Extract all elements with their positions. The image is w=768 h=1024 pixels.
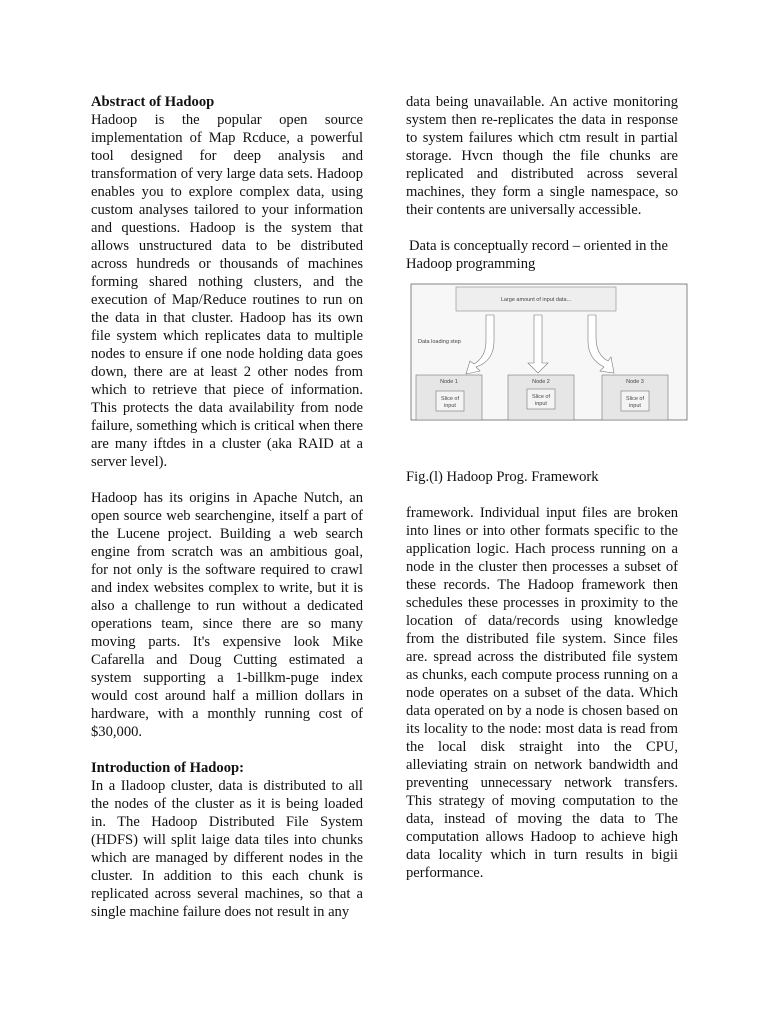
framework-paragraph: framework. Individual input files are broken into lines or into other formats specific to the application logic. Hach process running on a node in the cluster then processes a subset of these records. The Hadoop framework then schedules these processes in proximity to the location of data/records using knowledge from the distributed file system. Since files are. spread across the distributed file system as chunks, each compute process running on a node operates on a subset of the data. Which data operated on by a node is chosen based on its locality to the node: most data is read from the local disk straight into the CPU, alleviating strain on network bandwidth and preventing unnecessary network transfers. This strategy of moving computation to the data, instead of moving the data to The computation allows Hadoop to achieve high data locality which in turn results in bigii performance. xyxy=(406,505,678,881)
svg-text:Slice of: Slice of xyxy=(625,396,645,402)
abstract-section xyxy=(91,93,363,471)
svg-text:Slice of: Slice of xyxy=(531,394,551,400)
data-loading-step-label: Data loading step xyxy=(418,339,461,345)
node-2 xyxy=(508,375,574,420)
node-1 xyxy=(416,375,482,420)
hadoop-framework-figure xyxy=(408,281,690,423)
svg-text:Node 1: Node 1 xyxy=(440,379,458,385)
input-data-label: Large amount of input data... xyxy=(500,297,572,303)
abstract-text: Hadoop is the popular open source implementation of Map Rcduce, a powerful tool designed for deep analysis and transformation of very large data sets. Hadoop enables you to explore complex data, using custom analyses tailored to your information and questions. Hadoop is the system that allows unstructured data to be distributed across hundreds or thousands of machines forming shared nothing clusters, and the execution of Map/Reduce routines to run on the data in that cluster. Hadoop has its own file system which replicates data to multiple nodes to ensure if one node holding data goes down, there are at least 2 other nodes from which to retrieve that piece of information. This protects the data availability from node failure, something which is critical when there are many iftdes in a cluster (aka RAID at a server level). xyxy=(91,112,363,470)
origins-paragraph: Hadoop has its origins in Apache Nutch, an open source web searchengine, itself a part of the Lucene project. Building a web search engine from scratch was an ambitious goal, for not only is the software required to crawl and index websites complex to write, but it is also a challenge to run without a dedicated operations team, since there are so many moving parts. It's expensive look Mike Cafarella and Doug Cutting estimated a system supporting a 1-billkm-puge index would cost around half a million dollars in hardware, with a monthly running cost of $30,000. xyxy=(91,490,363,740)
figure-caption: Fig.(l) Hadoop Prog. Framework xyxy=(406,469,599,485)
continued-paragraph: data being unavailable. An active monitoring system then re-replicates the data in response to system failures which ctm result in partial storage. Hvcn though the file chunks are replicated and distributed across several machines, they form a single namespace, so their contents are universally accessible. xyxy=(406,94,678,218)
intro-text: In a Iladoop cluster, data is distributed to all the nodes of the cluster as it is being loaded in. The Hadoop Distributed File System (HDFS) will split laige data tiles into chunks which are managed by different nodes in the cluster. In addition to this each chunk is replicated across several machines, so that a single machine failure does not result in any xyxy=(91,778,363,920)
svg-text:Slice of: Slice of xyxy=(440,396,460,402)
node-3 xyxy=(602,375,668,420)
abstract-heading: Abstract of Hadoop xyxy=(91,94,215,110)
left-column xyxy=(91,93,363,939)
svg-text:Node 2: Node 2 xyxy=(532,379,550,385)
record-paragraph: Data is conceptually record – oriented in the Hadoop programming xyxy=(406,238,668,272)
intro-section xyxy=(91,759,363,921)
svg-text:input: input xyxy=(444,403,456,409)
intro-heading: Introduction of Hadoop: xyxy=(91,760,244,776)
right-column xyxy=(406,93,678,900)
svg-text:input: input xyxy=(535,401,547,407)
svg-text:Node 3: Node 3 xyxy=(626,379,644,385)
svg-text:input: input xyxy=(629,403,641,409)
